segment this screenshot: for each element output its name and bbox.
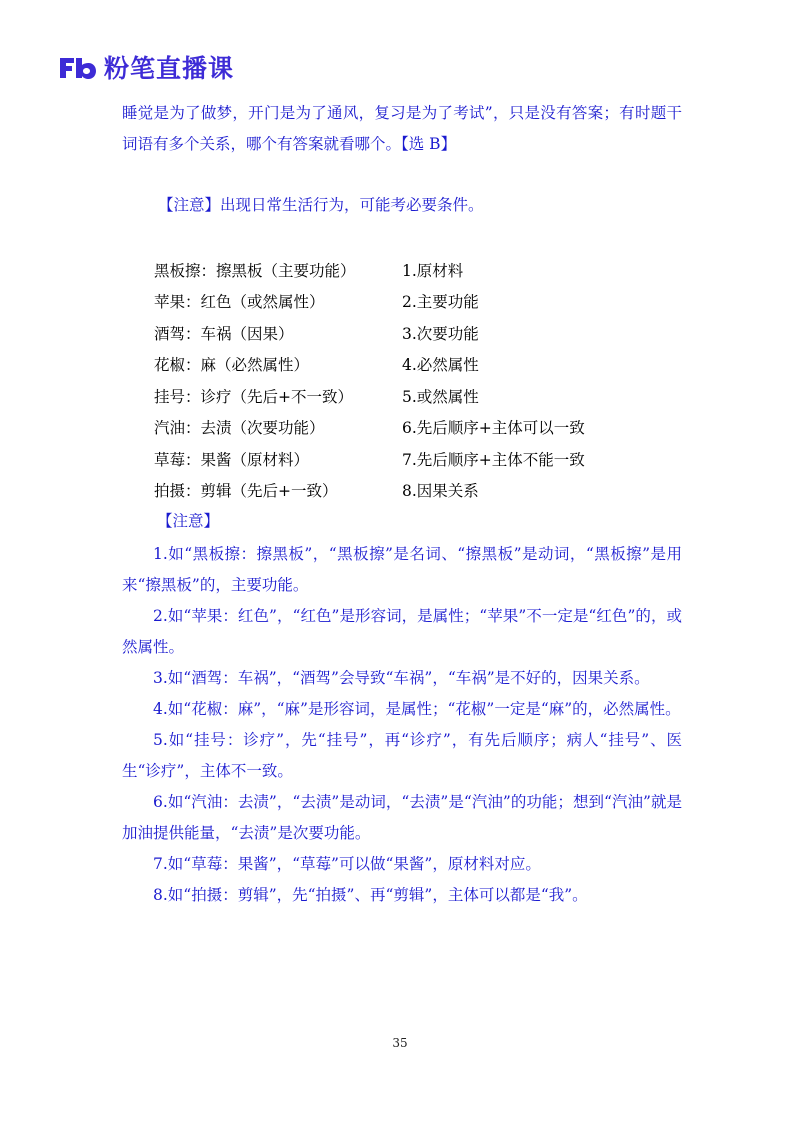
note-text: 出现日常生活行为，可能考必要条件。: [220, 196, 484, 214]
note-item: 7.如“草莓：果酱”，“草莓”可以做“果酱”，原材料对应。: [153, 855, 541, 873]
pair-right: 3.次要功能: [402, 324, 479, 343]
pair-left: 酒驾：车祸（因果）: [154, 324, 294, 343]
notes-title: 【注意】: [157, 512, 220, 530]
pair-right: 5.或然属性: [402, 387, 479, 406]
note-item: 8.如“拍摄：剪辑”，先“拍摄”、再“剪辑”，主体可以都是“我”。: [153, 886, 588, 904]
pair-left: 拍摄：剪辑（先后+一致）: [154, 482, 338, 501]
pair-row: [154, 380, 585, 412]
page-header: [58, 50, 234, 84]
pair-right: 4.必然属性: [402, 356, 479, 375]
pair-row: [154, 286, 585, 318]
note-item: 2.如“苹果：红色”，“红色”是形容词，是属性；“苹果”不一定是“红色”的，或然属性。: [122, 607, 682, 656]
pair-row: [154, 349, 585, 381]
fb-logo-icon: [58, 54, 98, 80]
note-line: [158, 193, 484, 215]
pair-right: 2.主要功能: [402, 293, 479, 312]
notes-list: [122, 539, 682, 911]
intro-paragraph: 睡觉是为了做梦，开门是为了通风，复习是为了考试”，只是没有答案；有时题干词语有多个关系，哪个有答案就看哪个。【选 B】: [122, 104, 682, 153]
page-number: 35: [392, 1036, 408, 1050]
pair-left: 花椒：麻（必然属性）: [154, 356, 310, 375]
pair-right: 8.因果关系: [402, 482, 479, 501]
pair-list: [154, 254, 585, 506]
note-item: 5.如“挂号：诊疗”，先“挂号”，再“诊疗”，有先后顺序；病人“挂号”、医生“诊疗”，主体不一致。: [122, 731, 682, 780]
pair-right: 6.先后顺序+主体可以一致: [402, 419, 585, 438]
pair-row: [154, 443, 585, 475]
note-label: 【注意】: [158, 196, 221, 214]
pair-left: 苹果：红色（或然属性）: [154, 293, 325, 312]
pair-left: 草莓：果酱（原材料）: [154, 450, 310, 469]
note-item: 6.如“汽油：去渍”，“去渍”是动词，“去渍”是“汽油”的功能；想到“汽油”就是加油提供能量，“去渍”是次要功能。: [122, 793, 682, 842]
brand-name: 粉笔直播课: [104, 54, 235, 83]
pair-left: 黑板擦：擦黑板（主要功能）: [154, 261, 356, 280]
note-item: 3.如“酒驾：车祸”，“酒驾”会导致“车祸”，“车祸”是不好的，因果关系。: [153, 669, 650, 687]
pair-left: 挂号：诊疗（先后+不一致）: [154, 387, 353, 406]
pair-right: 7.先后顺序+主体不能一致: [402, 450, 585, 469]
pair-row: [154, 475, 585, 507]
pair-right: 1.原材料: [402, 261, 464, 280]
pair-left: 汽油：去渍（次要功能）: [154, 419, 325, 438]
pair-row: [154, 412, 585, 444]
pair-row: [154, 254, 585, 286]
note-item: 4.如“花椒：麻”，“麻”是形容词，是属性；“花椒”一定是“麻”的，必然属性。: [153, 700, 681, 718]
pair-row: [154, 317, 585, 349]
note-item: 1.如“黑板擦：擦黑板”，“黑板擦”是名词、“擦黑板”是动词，“黑板擦”是用来“擦黑板”的，主要功能。: [122, 545, 682, 594]
